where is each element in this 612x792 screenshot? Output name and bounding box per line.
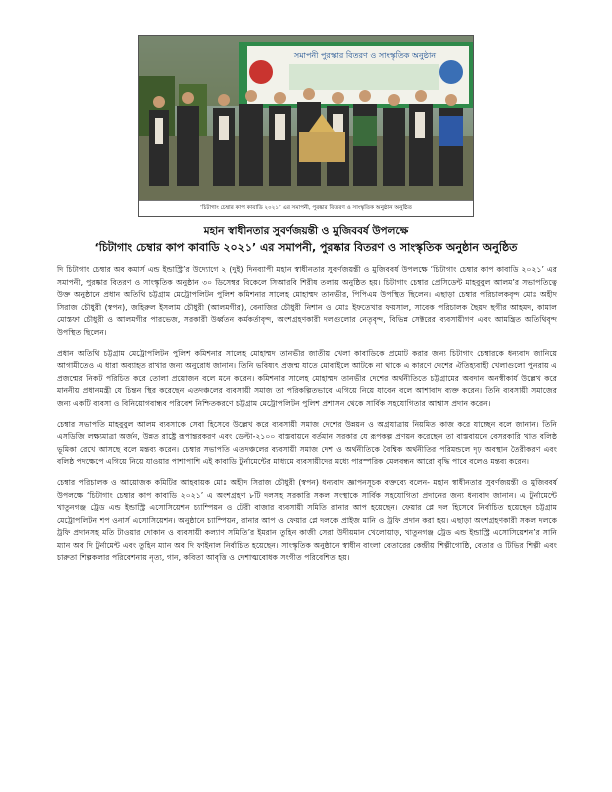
photo-caption: ‘চিটাগাং চেম্বার কাপ কাবাডি ২০২১’ এর সমাপনী, পুরষ্কার বিতরণ ও সাংস্কৃতিক অনুষ্ঠান অনুষ্ঠিত [139, 200, 473, 216]
headline-line-2: ‘চিটাগাং চেম্বার কাপ কাবাডি ২০২১’ এর সমাপনী, পুরষ্কার বিতরণ ও সাংস্কৃতিক অনুষ্ঠান অনুষ্ঠিত [94, 241, 518, 254]
banner-text: সমাপনী পুরস্কার বিতরণ ও সাংস্কৃতিক অনুষ্ঠান [293, 51, 437, 60]
headline-line-1: মহান স্বাধীনতার সুবর্ণজয়ন্তী ও মুজিববর্ষ উপলক্ষে [203, 225, 409, 237]
event-photo [138, 35, 474, 217]
event-photo-image [139, 36, 473, 202]
paragraph-3: চেম্বার সভাপতি মাহবুবুল আলম ব্যবসাকে সেবা হিসেবে উল্লেখ করে ব্যবসায়ী সমাজ দেশের উন্নয়ন ও অগ্রযাত্রায় নিয়মিত কাজ করে যাচ্ছেন বলে জানান। তিনি এসডিজি লক্ষ্যমাত্রা অর্জন, উন্নত রাষ্ট্রে রূপান্তরকরণ এবং ডেল্টা-২১০০ বাস্তবায়নে বর্তমান সরকার যে রূপকল্প প্রণয়ন করেছেন তা বাস্তবায়নে বেসরকারি খাত বলিষ্ঠ ভূমিকা রেখে আসছে বলে মন্তব্য করেন। চেম্বার সভাপতি এতদঞ্চলের ব্যবসায়ী সমাজ দেশ ও অর্থনীতিকে বৈশ্বিক অর্থনীতির পরিমন্ডলে দৃঢ় অবস্থান তৈরীকরণ এবং বলিষ্ঠ পদক্ষেপে এগিয়ে নিয়ে যাওয়ার পাশাপাশি এই কাবাডি টুর্নামেন্টের মাধ্যমে ব্যবসায়ীদের মধ্যে পারস্পরিক মেলবন্ধন আরো বৃদ্ধি পাবে বলেও মন্তব্য করেন। [57, 419, 557, 467]
article-body [57, 264, 557, 573]
paragraph-4: চেম্বার পরিচালক ও আয়োজক কমিটির আহবায়ক মোঃ অহীদ সিরাজ চৌধুরী (স্বপন) ধন্যবাদ জ্ঞাপনসূচক বক্তব্যে বলেন- মহান স্বাধীনতার সুবর্ণজয়ন্তী ও মুজিববর্ষ উপলক্ষে ‘চিটাগাং চেম্বার কাপ কাবাডি ২০২১’ এ অংশগ্রহণ ৮টি দলসহ সরকারি সকল সংস্থাকে সার্বিক সহযোগিতা প্রদানের জন্য ধন্যবাদ জানান। এ টুর্নামেন্টে খাতুনগঞ্জ ট্রেড এন্ড ইন্ডাস্ট্রি এসোসিয়েশন চ্যাম্পিয়ন ও টেরী বাজার ব্যবসায়ী সমিতি রানার আপ হয়েছেন। ফেয়ার প্লে দল হিসেবে নির্বাচিত হয়েছেন চট্টগ্রাম মেট্রোপলিটন শপ ওনার্স এসোসিয়েশন। অনুষ্ঠানে চ্যাম্পিয়ন, রানার আপ ও ফেয়ার প্লে দলকে প্রাইজ মানি ও ট্রফি প্রদান করা হয়। এছাড়া অংশগ্রহণকারী সকল দলকে ট্রফি প্রদানসহ মতি টাওয়ার দোকান ও ব্যবসায়ী কল্যাণ সমিতি’র ইমরান তুহিন কাজী সেরা উদীয়মান খেলোয়াড়, খাতুনগঞ্জ ট্রেড এন্ড ইন্ডাস্ট্রি এসোসিয়েশন’র সানি ম্যান অব দি টুর্নামেন্ট এবং তুহিন ম্যান অব দি ফাইনাল নির্বাচিত হয়েছেন। সাংস্কৃতিক অনুষ্ঠানে স্বাধীন বাংলা বেতারের কেন্দ্রীয় শিল্পীগোষ্ঠি, বেতার ও টিভির শিল্পী এবং চারুতা শিল্পকলার পরিবেশনায় নৃত্য, গান, কবিতা আবৃত্তি ও দেশাত্মবোধক সংগীত পরিবেশিত হয়। [57, 477, 557, 563]
paragraph-2: প্রধান অতিথি চট্টগ্রাম মেট্রোপলিটন পুলিশ কমিশনার সালেহ মোহাম্মদ তানভীর জাতীয় খেলা কাবাডিকে প্রমোট করার জন্য চিটাগাং চেম্বারকে ধন্যবাদ জানিয়ে আগামীতেও এ ধারা অব্যাহত রাখার জন্য অনুরোধ জানান। তিনি ভবিষ্যৎ প্রজন্ম যাতে মোবাইলে আটকে না থাকে এ কারণে দেশের ঐতিহ্যবাহী খেলাগুলো পুনরায় এ প্রজন্মের নিকট পরিচিত করে তোলা প্রয়োজন বলে মনে করেন। কমিশনার সালেহ মোহাম্মদ তানভীর দেশের অর্থনীতিতে চট্টগ্রামের অবদান অনস্বীকার্য উল্লেখ করে মাননীয় প্রধানমন্ত্রী যে চিন্তন স্থির করেছেন এতদঞ্চলের ব্যবসায়ী সমাজ তা পরিকল্পিতভাবে এগিয়ে নিয়ে যাবেন বলে আশাবাদ ব্যক্ত করেন। তিনি ব্যবসায়ী সমাজের জন্য একটি ব্যবসা ও বিনিয়োগবান্ধব পরিবেশ নিশ্চিতকরণে চট্টগ্রাম মেট্রোপলিটন পুলিশ প্রশাসন থেকে সার্বিক সহযোগিতার আশ্বাস প্রদান করেন। [57, 348, 557, 408]
paragraph-1: দি চিটাগাং চেম্বার অব কমার্স এন্ড ইন্ডাস্ট্রি’র উদ্যোগে ২ (দুই) দিনব্যাপী মহান স্বাধীনতার সুবর্ণজয়ন্তী ও মুজিববর্ষ উপলক্ষে ‘চিটাগাং চেম্বার কাপ কাবাডি ২০২১’ এর সমাপনী, পুরষ্কার বিতরণ ও সাংস্কৃতিক অনুষ্ঠান ৩০ ডিসেম্বর বিকেলে সিআরবি শিরীষ তলায় অনুষ্ঠিত হয়। চিটাগাং চেম্বার প্রেসিডেন্ট মাহবুবুল আলম’র সভাপতিত্বে উক্ত অনুষ্ঠানে প্রধান অতিথি চট্টগ্রাম মেট্রোপলিটন পুলিশ কমিশনার সালেহ মোহাম্মদ তানভীর, পিপিএম উপস্থিত ছিলেন। এছাড়া চেম্বার পরিচালকবৃন্দ মোঃ অহীদ সিরাজ চৌধুরী (স্বপন), জহিরুল ইসলাম চৌধুরী (আলমগীর), বেনাজির চৌধুরী নিশান ও মোঃ ইফতেখার ফয়সাল, সাবেক পরিচালক ছৈয়দ ছগীর আহমদ, কামাল মোস্তফা চৌধুরী ও আলমগীর পারভেজ, সরকারী উর্ধ্বতন কর্মকর্তাবৃন্দ, অংশগ্রহণকারী দলগুলোর নেতৃবৃন্দ, বিভিন্ন সেক্টরের ব্যবসায়ীগণ এবং আমন্ত্রিত অতিথিবৃন্দ উপস্থিত ছিলেন। [57, 265, 557, 337]
